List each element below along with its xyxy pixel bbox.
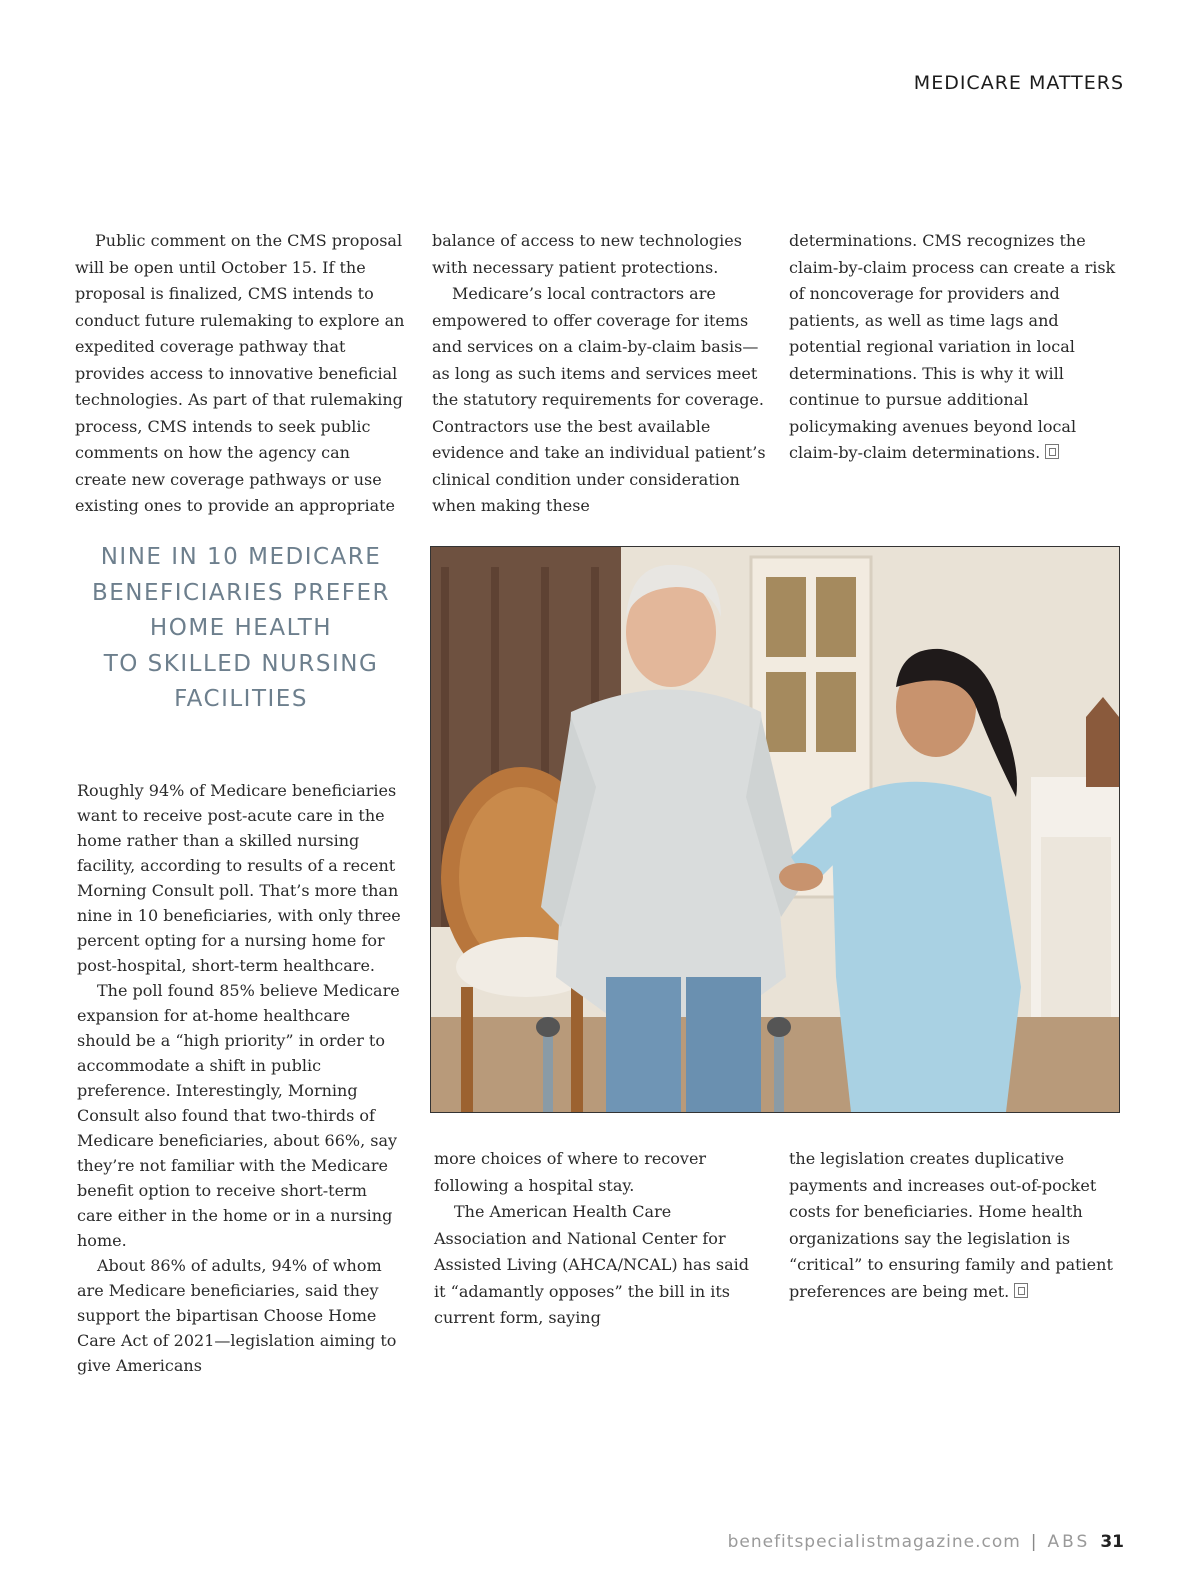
paragraph [789, 1146, 1124, 1305]
article2-column-1 [77, 778, 407, 1378]
footer-site[interactable]: benefitspecialistmagazine.com [727, 1532, 1021, 1552]
headline-line: FACILITIES [174, 686, 308, 712]
headline-line: NINE IN 10 MEDICARE [100, 544, 382, 570]
article1-column-2 [432, 228, 767, 520]
page-number: 31 [1100, 1532, 1124, 1552]
paragraph: balance of access to new technologies with necessary patient protections. [432, 231, 742, 277]
paragraph: more choices of where to recover following a hospital stay. [434, 1149, 707, 1195]
article-photo [430, 546, 1120, 1113]
paragraph [789, 228, 1124, 467]
paragraph: Public comment on the CMS proposal will be open until October 15. If the proposal is finalized, CMS intends to conduct future rulemaking to explore an expedited coverage pathway that provides access to innovative beneficial technologies. As part of that rulemaking process, CMS intends to seek public comments on how the agency can create new coverage pathways or use existing ones to provide an appropriate [75, 231, 405, 515]
section-label: MEDICARE MATTERS [913, 72, 1124, 94]
article2-column-2 [434, 1146, 764, 1332]
article1-column-1 [75, 228, 405, 520]
paragraph: The American Health Care Association and National Center for Assisted Living (AHCA/NCAL) has said it “adamantly opposes” the bill in its current form, saying [434, 1202, 749, 1327]
end-mark-icon [1014, 1283, 1028, 1298]
headline-line: TO SKILLED NURSING [103, 650, 379, 677]
headline-line: HOME HEALTH [149, 615, 333, 641]
paragraph: Medicare’s local contractors are empowered to offer coverage for items and services on a claim-by-claim basis—as long as such items and services meet the statutory requirements for coverage. Contractors use the best available evidence and take an individual patient’s clinical condition under consideration when making these [432, 284, 766, 515]
end-mark-icon [1045, 444, 1059, 459]
paragraph: The poll found 85% believe Medicare expansion for at-home healthcare should be a “high priority” in order to accommodate a shift in public preference. Interestingly, Morning Consult also found that two-thirds of Medicare beneficiaries, about 66%, say they’re not familiar with the Medicare benefit option to receive short-term care either in the home or in a nursing home. [77, 981, 400, 1250]
footer-separator: | [1030, 1532, 1038, 1552]
paragraph: Roughly 94% of Medicare beneficiaries want to receive post-acute care in the home rather than a skilled nursing facility, according to results of a recent Morning Consult poll. That’s more than nine in 10 beneficiaries, with only three percent opting for a nursing home for post-hospital, short-term healthcare. [77, 781, 401, 975]
article1-column-3 [789, 228, 1124, 467]
article2-column-3 [789, 1146, 1124, 1305]
paragraph-text: determinations. CMS recognizes the claim-by-claim process can create a risk of noncoverage for providers and patients, as well as time lags and potential regional variation in local determinations. This is why it will continue to pursue additional policymaking avenues beyond local claim-by-claim determinations. [789, 231, 1116, 462]
headline-line: BENEFICIARIES PREFER [92, 579, 390, 606]
paragraph: About 86% of adults, 94% of whom are Medicare beneficiaries, said they support the bipartisan Choose Home Care Act of 2021—legislation aiming to give Americans [77, 1256, 397, 1375]
page-footer [728, 1532, 1124, 1552]
photo-illustration [431, 547, 1119, 1112]
footer-publication: ABS [1047, 1532, 1091, 1552]
paragraph-text: the legislation creates duplicative payments and increases out-of-pocket costs for beneficiaries. Home health organizations say the legislation is “critical” to ensuring family and patient preferences are being met. [789, 1149, 1113, 1301]
article2-headline [75, 540, 407, 718]
